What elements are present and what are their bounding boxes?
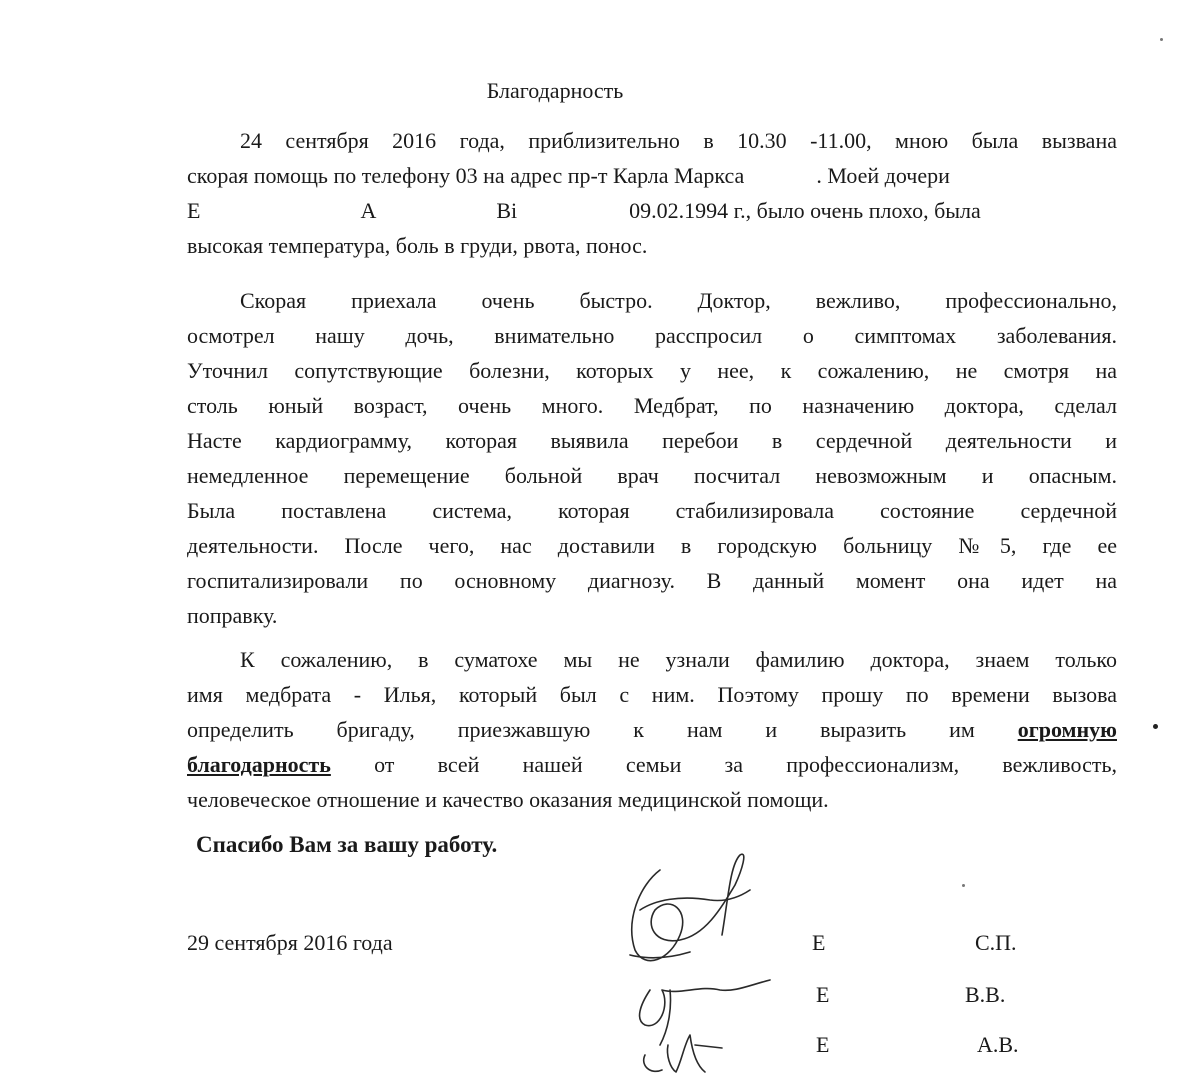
paragraph-2-line: немедленное перемещение больной врач посчитал невозможным и опасным. — [187, 463, 1117, 488]
paragraph-3-line-3 — [187, 712, 1117, 747]
name-initial: А — [360, 198, 377, 223]
paragraph-2-line: столь юный возраст, очень много. Медбрат, по назначению доктора, сделал — [187, 393, 1117, 418]
request-text: определить бригаду, приезжавшую к нам и выразить им — [187, 717, 975, 742]
document-title: Благодарность — [486, 78, 624, 103]
paragraph-2-line: Была поставлена система, которая стабилизировала состояние сердечной — [187, 498, 1117, 523]
letter-date: 29 сентября 2016 года — [187, 930, 393, 955]
paragraph-2 — [187, 283, 1117, 633]
paragraph-3-line-5: человеческое отношение и качество оказания медицинской помощи. — [187, 787, 829, 812]
paragraph-2-line: Уточнил сопутствующие болезни, которых у нее, к сожалению, не смотря на — [187, 358, 1117, 383]
signatory-initial: Е — [812, 930, 826, 955]
paragraph-2-line: Скорая приехала очень быстро. Доктор, вежливо, профессионально, — [240, 288, 1117, 313]
paragraph-1-line-1: 24 сентября 2016 года, приблизительно в 10.30 -11.00, мною была вызвана — [240, 128, 1117, 153]
paragraph-2-line: Насте кардиограмму, которая выявила перебои в сердечной деятельности и — [187, 428, 1117, 453]
surname-initial: Е — [187, 198, 201, 223]
paragraph-2-line: деятельности. После чего, нас доставили в городскую больницу №5, где ее — [187, 533, 1117, 558]
scan-dot — [1153, 724, 1158, 729]
paragraph-2-line: госпитализировали по основному диагнозу. В данный момент она идет на — [187, 568, 1117, 593]
paragraph-1 — [187, 123, 1117, 263]
signatory-initial: Е — [816, 982, 830, 1007]
birthdate-text: 09.02.1994 г., было очень плохо, была — [629, 198, 981, 223]
paragraph-2-line: поправку. — [187, 603, 278, 628]
signatory-3-initials: А.В. — [977, 1032, 1019, 1057]
paragraph-1-line-3 — [187, 193, 1117, 228]
signatory-1 — [812, 930, 825, 956]
scan-speck — [962, 884, 965, 887]
signatory-1-initials: С.П. — [975, 930, 1017, 955]
closing-thanks: Спасибо Вам за вашу работу. — [196, 832, 498, 857]
scan-speck — [1160, 38, 1163, 41]
signatory-2 — [816, 982, 829, 1008]
paragraph-3 — [187, 642, 1117, 817]
paragraph-1-line-4: высокая температура, боль в груди, рвота, понос. — [187, 233, 648, 258]
family-text: от всей нашей семьи за профессионализм, вежливость, — [374, 752, 1117, 777]
emphasis-gratitude: благодарность — [187, 752, 331, 777]
paragraph-3-line-2: имя медбрата - Илья, который был с ним. Поэтому прошу по времени вызова — [187, 682, 1117, 707]
paragraph-3-line-4 — [187, 747, 1117, 782]
signatory-initial: Е — [816, 1032, 830, 1057]
signatory-3 — [816, 1032, 829, 1058]
paragraph-3-line-1: К сожалению, в суматохе мы не узнали фамилию доктора, знаем только — [240, 647, 1117, 672]
patronymic-initial: Ві — [496, 198, 518, 223]
address-text: скорая помощь по телефону 03 на адрес пр-т Карла Маркса — [187, 163, 745, 188]
paragraph-2-line: осмотрел нашу дочь, внимательно расспросил о симптомах заболевания. — [187, 323, 1117, 348]
handwritten-signatures — [610, 840, 790, 1080]
paragraph-1-line-2 — [187, 158, 1117, 193]
daughter-text: . Моей дочери — [816, 163, 950, 188]
signatory-2-initials: В.В. — [965, 982, 1006, 1007]
emphasis-huge: огромную — [1017, 717, 1117, 742]
